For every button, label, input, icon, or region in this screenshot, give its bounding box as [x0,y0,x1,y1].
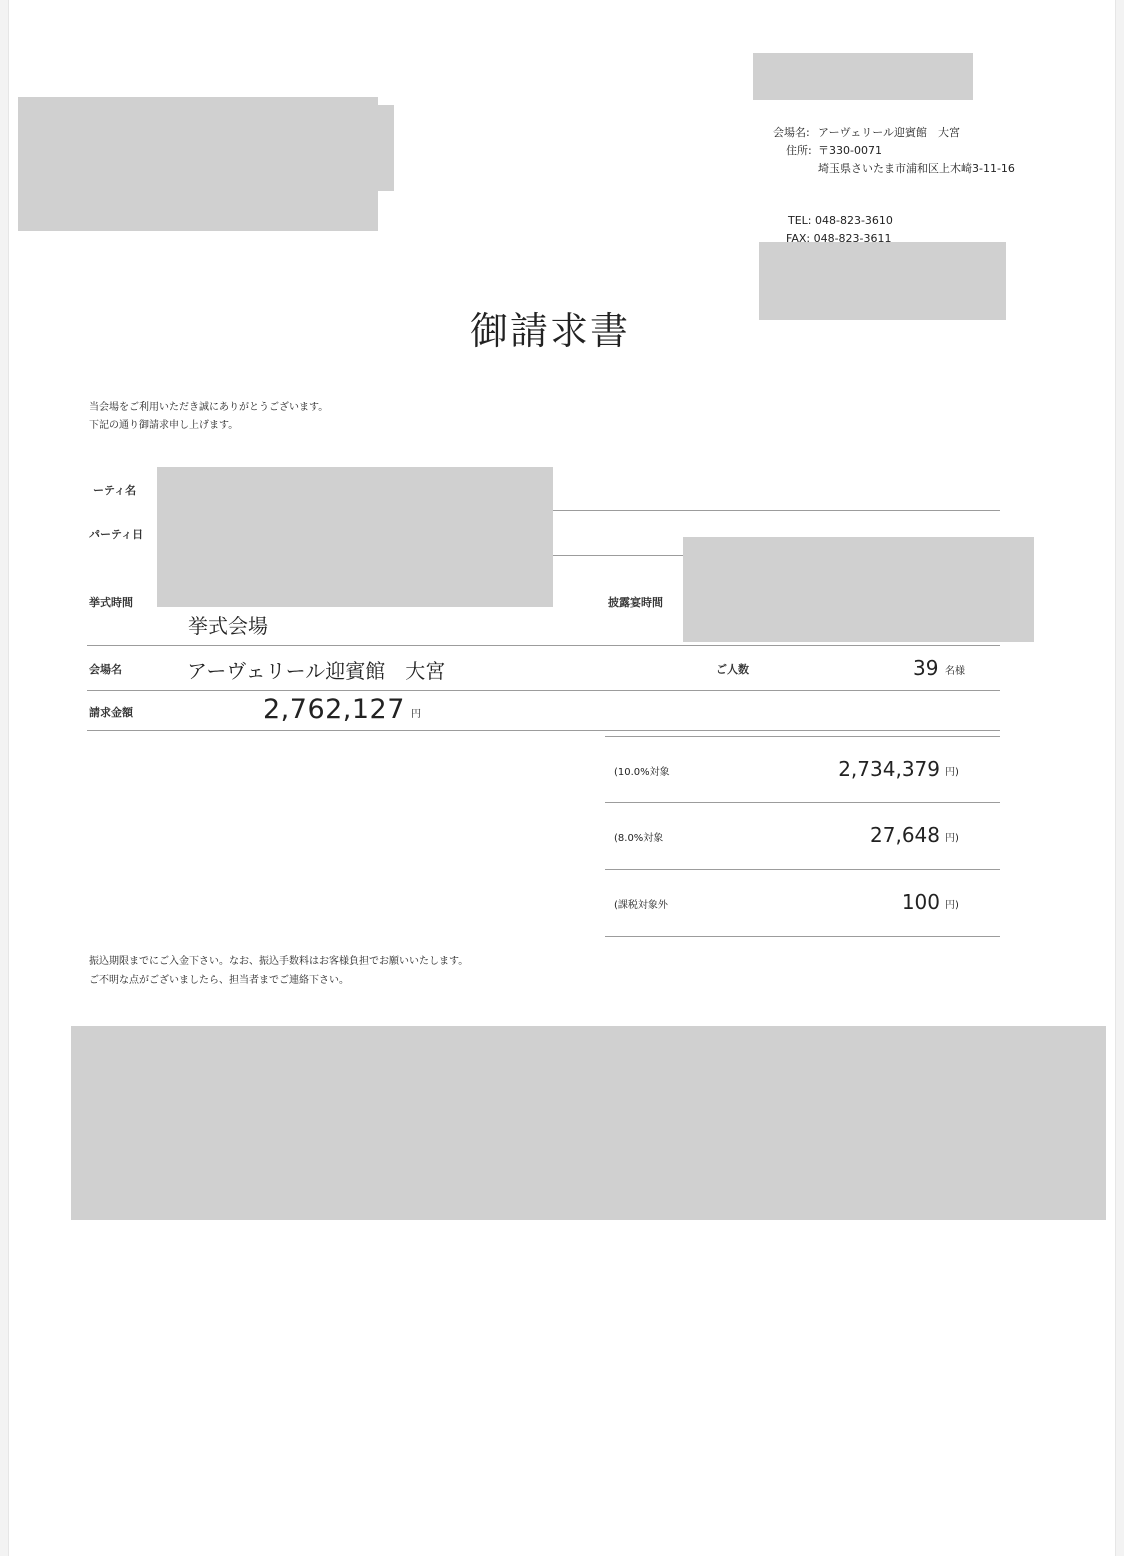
billing-amount-value: 2,762,127 [263,694,405,725]
tax-exempt-amount: 100 [901,890,940,914]
header-venue-label: 会場名: [773,126,810,139]
header-postal-code: 〒330-0071 [818,144,882,157]
tax-exempt-unit: 円) [945,900,959,911]
footer-note-2: ご不明な点がございましたら、担当者までご連絡下さい。 [89,975,349,986]
redacted-recipient-block-edge [378,105,394,191]
redacted-logo-block [753,53,973,100]
guest-count-unit: 名様 [945,666,965,677]
tax-10-amount: 2,734,379 [838,757,940,781]
redacted-party-details [157,467,553,607]
header-fax-clip [786,230,892,242]
intro-line-1: 当会場をご利用いただき誠にありがとうございます。 [89,402,329,413]
header-fax: FAX: 048-823-3611 [786,232,892,242]
party-name-label: ーティ名 [93,484,137,497]
tax-8-amount: 27,648 [870,823,940,847]
header-venue-value: アーヴェリール迎賓館 大宮 [818,126,961,139]
redacted-footer-block [71,1026,1106,1220]
document-title: 御請求書 [470,309,631,353]
billing-amount-unit: 円 [411,709,421,720]
reception-time-label: 披露宴時間 [608,596,663,609]
guest-count-label: ご人数 [716,663,749,676]
intro-line-2: 下記の通り御請求申し上げます。 [89,420,239,431]
divider-tax-10 [605,802,1000,803]
party-date-label: パーティ日 [89,528,144,541]
venue-name-label: 会場名 [89,663,122,676]
ceremony-time-label: 挙式時間 [89,596,133,609]
divider-party-date [553,555,683,556]
billing-amount-label: 請求金額 [89,706,133,719]
divider-tax-8 [605,869,1000,870]
tax-exempt-label: (課税対象外 [614,900,668,911]
redacted-recipient-block [18,97,378,231]
redacted-contact-block [759,242,1006,320]
venue-name-value: アーヴェリール迎賓館 大宮 [187,659,446,683]
header-address-label: 住所: [786,144,812,157]
divider-tax-bottom [605,936,1000,937]
divider-ceremony [87,645,1000,646]
header-address: 埼玉県さいたま市浦和区上木崎3-11-16 [818,162,1015,175]
footer-note-1: 振込期限までにご入金下さい。なお、振込手数料はお客様負担でお願いいたします。 [89,956,469,967]
divider-party-name [553,510,1000,511]
guest-count-value: 39 [913,656,939,680]
divider-venue [87,690,1000,691]
invoice-page [8,0,1116,1556]
ceremony-hall-value: 挙式会場 [188,614,268,638]
divider-tax-top [605,736,1000,737]
tax-10-label: (10.0%対象 [614,767,670,778]
tax-8-unit: 円) [945,833,959,844]
header-tel: TEL: 048-823-3610 [788,214,893,227]
tax-10-unit: 円) [945,767,959,778]
tax-8-label: (8.0%対象 [614,833,664,844]
divider-billing [87,730,1000,731]
redacted-reception-time [683,537,1034,642]
